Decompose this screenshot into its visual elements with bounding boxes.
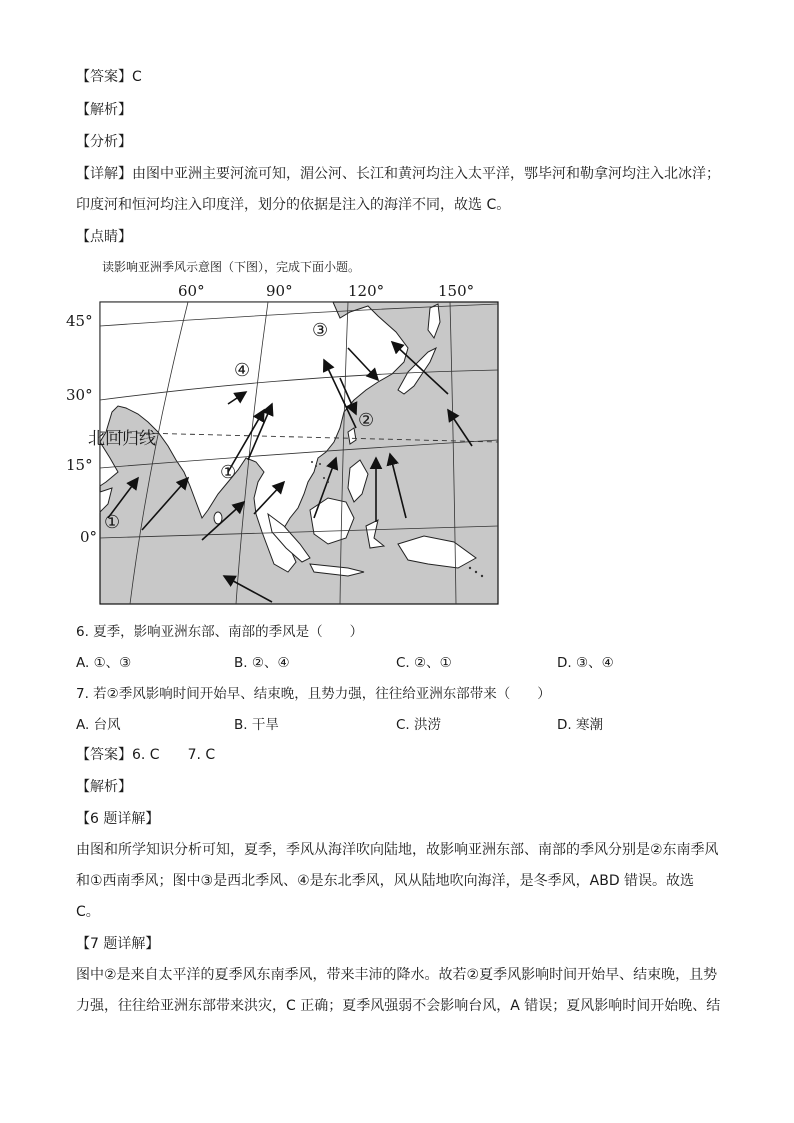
q7-option-c: C. 洪涝: [396, 717, 442, 733]
lon-label-120: 120°: [348, 282, 385, 300]
q6-detail-tag: 【6 题详解】: [76, 811, 160, 827]
q6-detail-line-3: C。: [76, 904, 100, 920]
detail-tag: 【详解】: [76, 166, 132, 182]
analysis2-tag: 【解析】: [76, 779, 132, 795]
detail-line-1: [76, 163, 720, 183]
q6-detail-line-1: 由图和所学知识分析可知，夏季，季风从海洋吹向陆地，故影响亚洲东部、南部的季风分别是②东南季风: [76, 842, 719, 858]
marker-3: ③: [312, 320, 329, 341]
analysis-tag: 【解析】: [76, 102, 132, 118]
lat-label-30: 30°: [66, 386, 93, 404]
q6-stem: 6. 夏季，影响亚洲东部、南部的季风是（ ）: [76, 624, 364, 640]
marker-2: ②: [358, 410, 375, 431]
q7-detail-tag: 【7 题详解】: [76, 936, 160, 952]
lat-label-0: 0°: [80, 528, 98, 546]
q7-stem: 7. 若②季风影响时间开始早、结束晚，且势力强，往往给亚洲东部带来（ ）: [76, 686, 551, 702]
tropic-of-cancer-label: 北回归线: [88, 429, 156, 449]
q7-detail-line-1: 图中②是来自太平洋的夏季风东南季风，带来丰沛的降水。故若②夏季风影响时间开始早、结束晚，且势: [76, 967, 718, 983]
q6-option-a: A. ①、③: [76, 655, 132, 671]
answer2-tag: 【答案】: [76, 747, 132, 763]
fenxi-tag: 【分析】: [76, 134, 132, 150]
lon-label-60: 60°: [178, 282, 205, 300]
lat-label-15: 15°: [66, 456, 93, 474]
q6-option-d: D. ③、④: [557, 655, 614, 671]
lon-label-90: 90°: [266, 282, 293, 300]
q7-option-d: D. 寒潮: [557, 717, 603, 733]
q6-option-c: C. ②、①: [396, 655, 452, 671]
detail-line-2: 印度河和恒河均注入印度洋，划分的依据是注入的海洋不同，故选 C。: [76, 197, 511, 213]
q7-option-a: A. 台风: [76, 717, 121, 733]
lon-label-150: 150°: [438, 282, 475, 300]
q7-option-b: B. 干旱: [234, 717, 279, 733]
q6-option-b: B. ②、④: [234, 655, 290, 671]
answer2-value: 6. C 7. C: [132, 747, 216, 763]
marker-1b: ①: [104, 512, 121, 533]
map-intro: 读影响亚洲季风示意图（下图），完成下面小题。: [102, 260, 361, 274]
dianjing-tag: 【点睛】: [76, 229, 132, 245]
q6-detail-line-2: 和①西南季风；图中③是西北季风、④是东北季风，风从陆地吹向海洋，是冬季风，ABD 错误。故选: [76, 873, 695, 889]
marker-1a: ①: [220, 462, 237, 483]
answer-tag: 【答案】: [76, 69, 132, 85]
marker-4: ④: [234, 360, 251, 381]
detail-text-1: 由图中亚洲主要河流可知，湄公河、长江和黄河均注入太平洋，鄂毕河和勒拿河均注入北冰洋；: [132, 166, 720, 182]
answer-line-2: [76, 744, 215, 764]
answer-line-1: [76, 66, 142, 86]
answer-value: C: [132, 69, 142, 85]
lat-label-45: 45°: [66, 312, 93, 330]
monsoon-map: [66, 282, 508, 612]
q7-detail-line-2: 力强，往往给亚洲东部带来洪灾，C 正确；夏季风强弱不会影响台风，A 错误；夏风影响时间开始晚、结: [76, 998, 721, 1014]
